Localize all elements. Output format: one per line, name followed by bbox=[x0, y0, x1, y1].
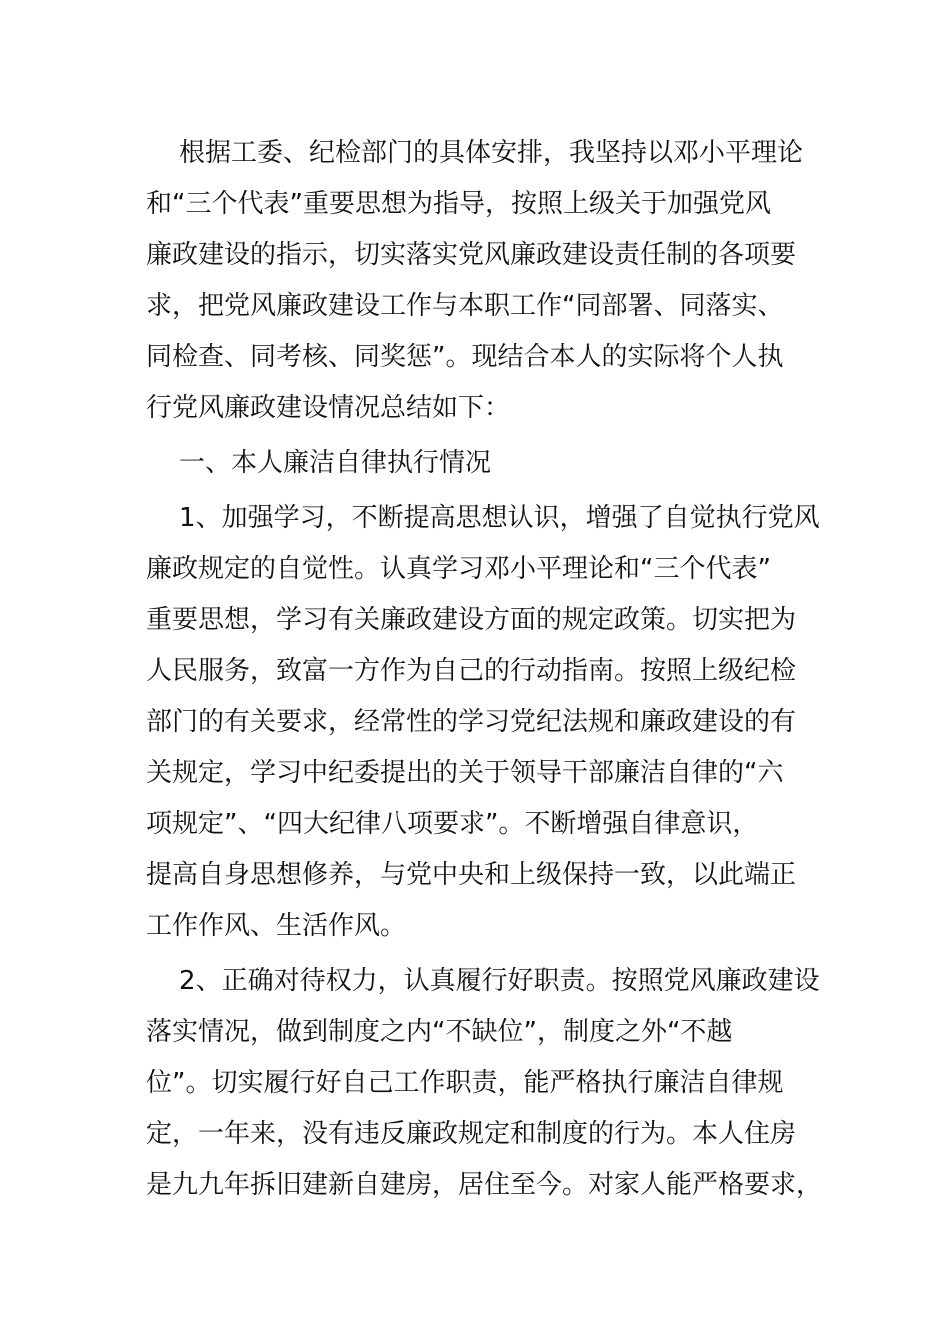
text-line: 重要思想，学习有关廉政建设方面的规定政策。切实把为 bbox=[146, 605, 797, 635]
text-line: 根据工委、纪检部门的具体安排，我坚持以邓小平理论 bbox=[146, 138, 804, 168]
text-line: 廉政规定的自觉性。认真学习邓小平理论和“三个代表” bbox=[146, 554, 771, 584]
section-heading-text: 一、本人廉洁自律执行情况 bbox=[146, 448, 492, 478]
text-line: 关规定，学习中纪委提出的关于领导干部廉洁自律的“六 bbox=[146, 758, 784, 788]
text-line: 廉政建设的指示，切实落实党风廉政建设责任制的各项要 bbox=[146, 240, 797, 270]
document-body bbox=[146, 128, 823, 1211]
text-line: 定，一年来，没有违反廉政规定和制度的行为。本人住房 bbox=[146, 1119, 797, 1149]
section-heading bbox=[146, 438, 816, 489]
intro-paragraph bbox=[146, 128, 816, 434]
text-line: 求，把党风廉政建设工作与本职工作“同部署、同落实、 bbox=[146, 291, 784, 321]
text-line: 2、正确对待权力，认真履行好职责。按照党风廉政建设 bbox=[146, 966, 820, 996]
text-line: 工作作风、生活作风。 bbox=[146, 911, 407, 941]
text-line: 行党风廉政建设情况总结如下： bbox=[146, 393, 511, 423]
text-line: 1、加强学习，不断提高思想认识，增强了自觉执行党风 bbox=[146, 503, 820, 533]
text-line: 项规定”、“四大纪律八项要求”。不断增强自律意识， bbox=[146, 809, 759, 839]
text-line: 提高自身思想修养，与党中央和上级保持一致，以此端正 bbox=[146, 860, 797, 890]
text-line: 人民服务，致富一方作为自己的行动指南。按照上级纪检 bbox=[146, 656, 797, 686]
text-line: 部门的有关要求，经常性的学习党纪法规和廉政建设的有 bbox=[146, 707, 797, 737]
text-line: 和“三个代表”重要思想为指导，按照上级关于加强党风 bbox=[146, 189, 771, 219]
text-line: 同检查、同考核、同奖惩”。现结合本人的实际将个人执 bbox=[146, 342, 784, 372]
point-1-paragraph bbox=[146, 493, 820, 952]
point-2-paragraph bbox=[146, 956, 823, 1211]
text-line: 落实情况，做到制度之内“不缺位”，制度之外“不越 bbox=[146, 1017, 733, 1047]
text-line: 是九九年拆旧建新自建房，居住至今。对家人能严格要求， bbox=[146, 1170, 823, 1200]
text-line: 位”。切实履行好自己工作职责，能严格执行廉洁自律规 bbox=[146, 1068, 784, 1098]
